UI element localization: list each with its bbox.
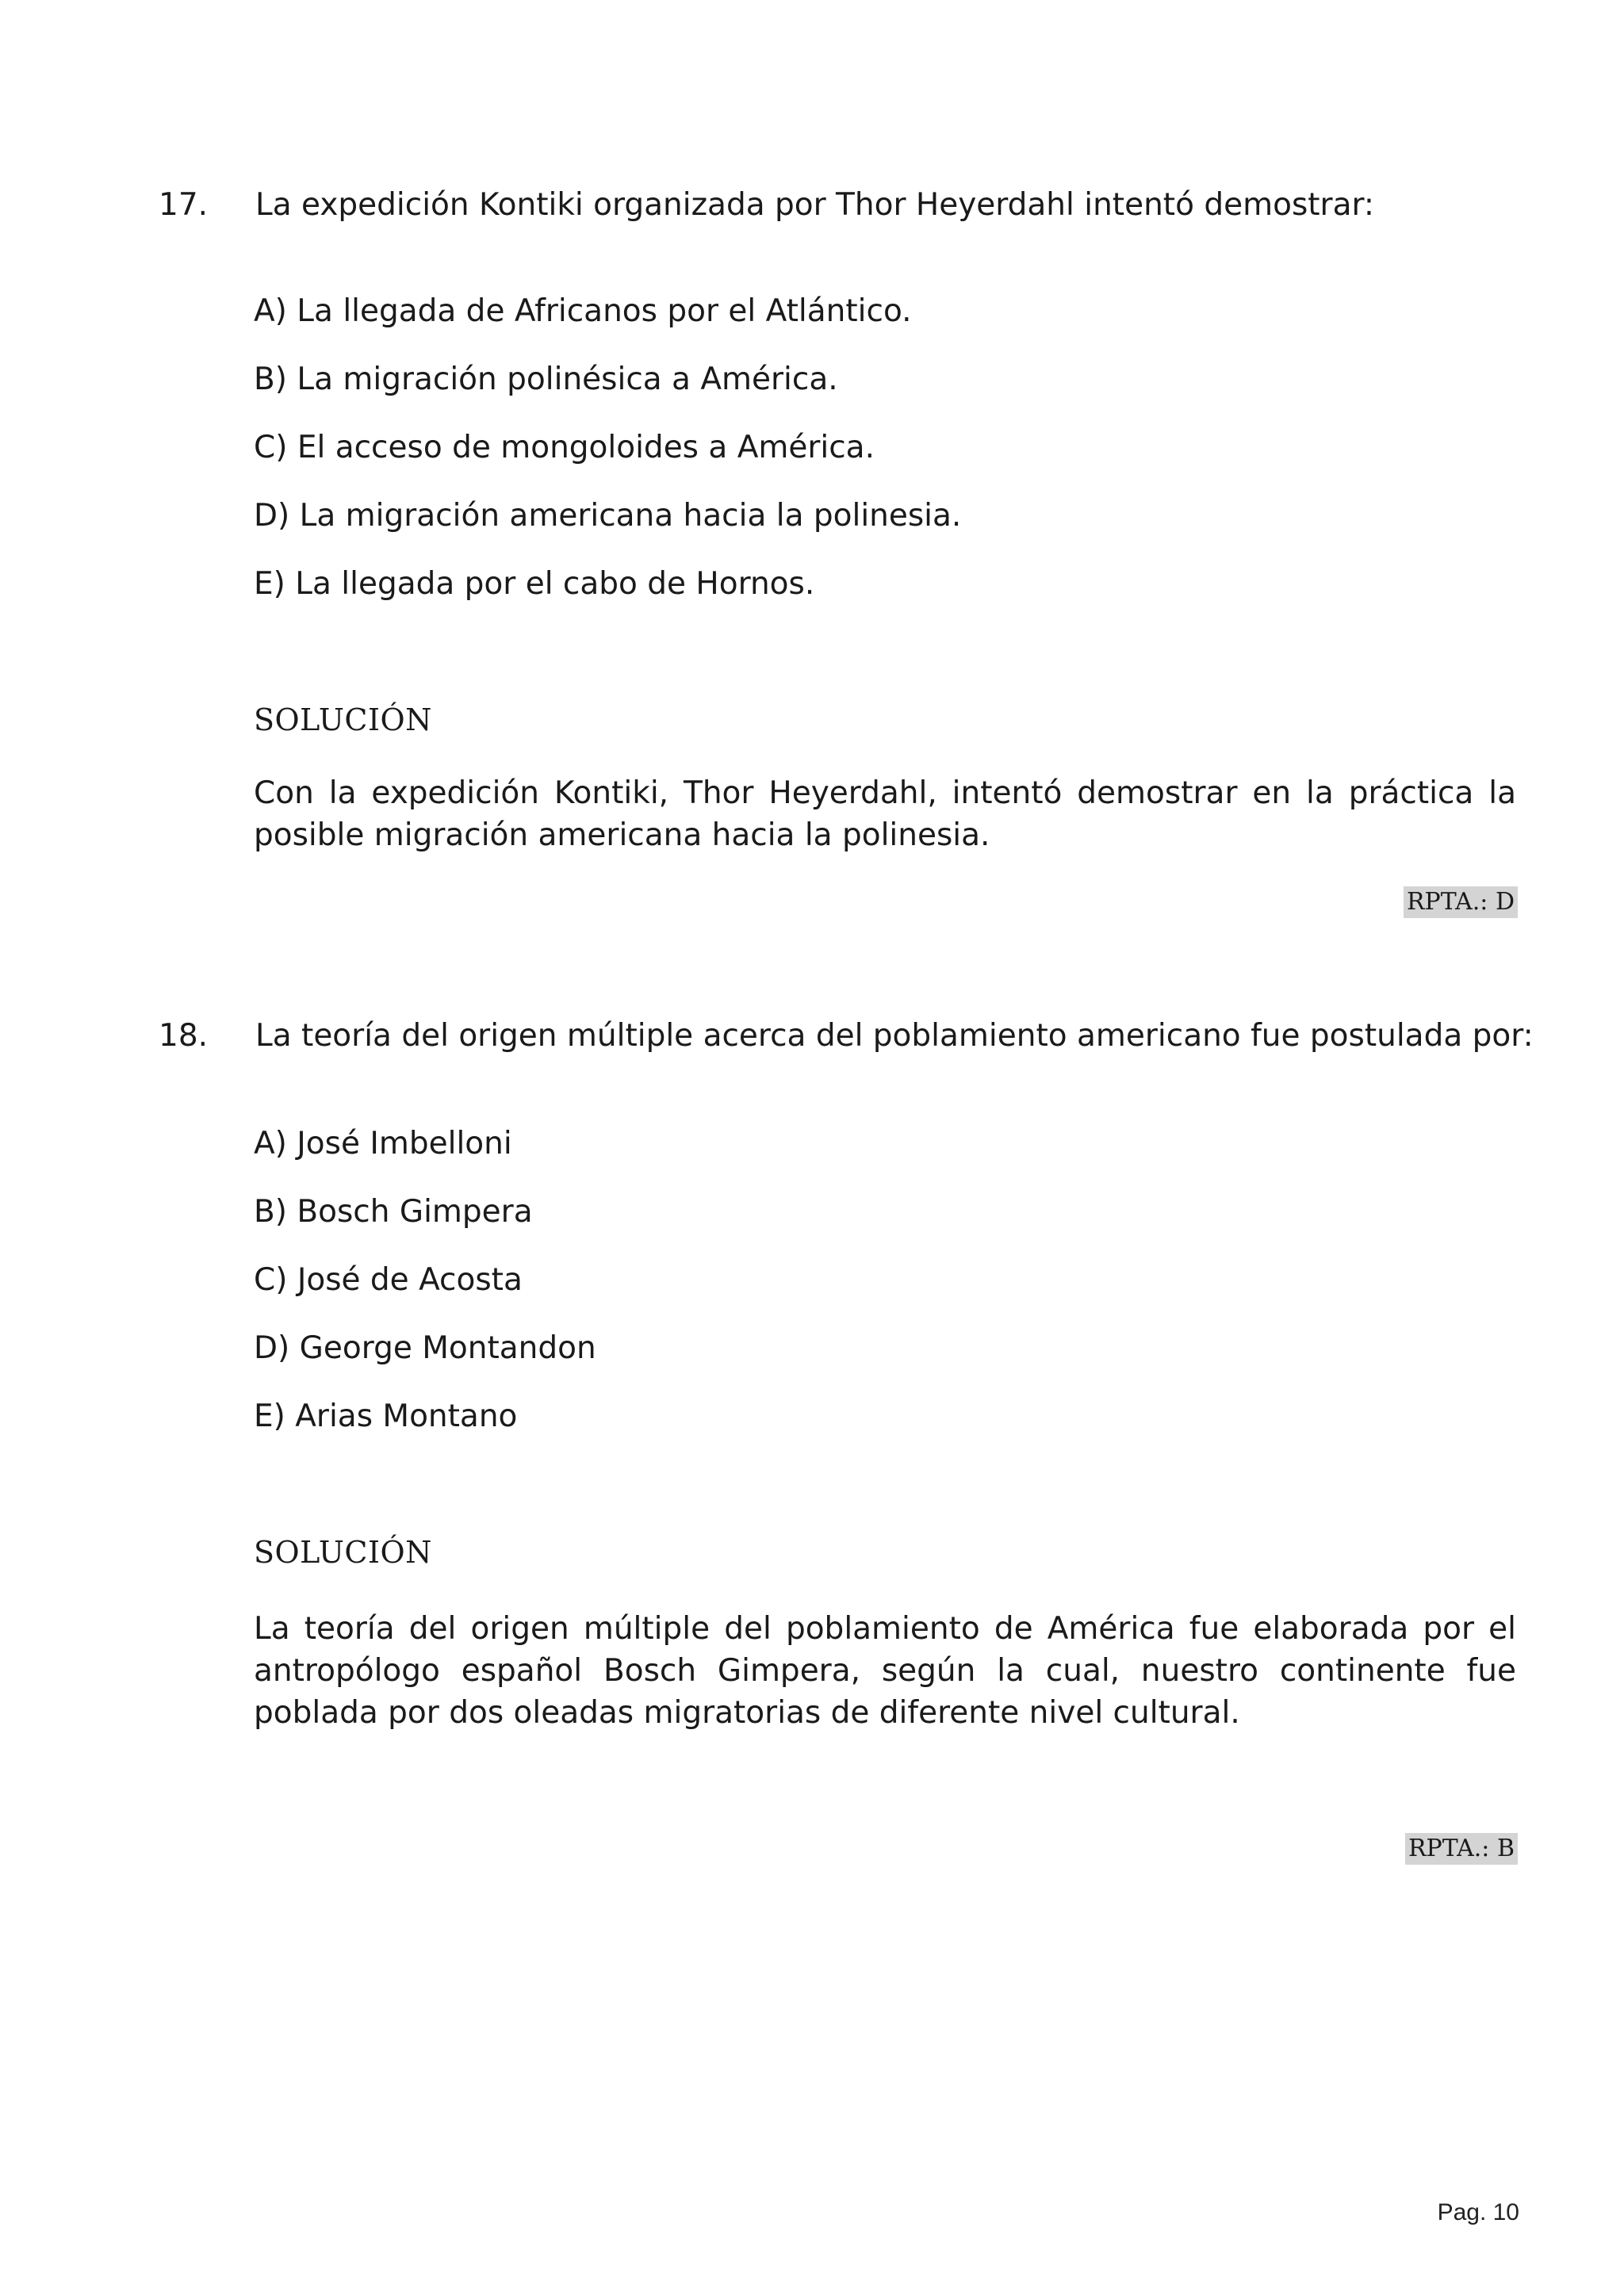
option-a: A) José Imbelloni xyxy=(254,1126,512,1161)
solution-heading: SOLUCIÓN xyxy=(254,1535,432,1570)
question-number: 18. xyxy=(159,1018,209,1054)
option-c: C) José de Acosta xyxy=(254,1262,523,1298)
question-number: 17. xyxy=(159,187,209,223)
page-number: Pag. 10 xyxy=(1437,2199,1519,2225)
question-text: La teoría del origen múltiple acerca del poblamiento americano fue postulada por: xyxy=(255,1018,1534,1054)
solution-heading: SOLUCIÓN xyxy=(254,702,432,737)
option-e: E) La llegada por el cabo de Hornos. xyxy=(254,566,815,602)
options-list-18 xyxy=(254,1124,596,1465)
option-a: A) La llegada de Africanos por el Atlántico. xyxy=(254,293,912,329)
solution-text: Con la expedición Kontiki, Thor Heyerdahl, intentó demostrar en la práctica la posible migración americana hacia la polinesia. xyxy=(254,775,1516,853)
options-list-17 xyxy=(254,292,961,633)
answer-badge: RPTA.: B xyxy=(1405,1833,1518,1865)
option-b: B) La migración polinésica a América. xyxy=(254,362,838,397)
option-b: B) Bosch Gimpera xyxy=(254,1194,533,1230)
option-e: E) Arias Montano xyxy=(254,1399,518,1434)
option-c: C) El acceso de mongoloides a América. xyxy=(254,430,875,465)
answer-badge: RPTA.: D xyxy=(1404,886,1518,918)
solution-text: La teoría del origen múltiple del poblamiento de América fue elaborada por el antropólogo español Bosch Gimpera, según la cual, nuestro continente fue poblada por dos oleadas migratorias de diferente nivel cultural. xyxy=(254,1611,1516,1731)
question-text: La expedición Kontiki organizada por Thor Heyerdahl intentó demostrar: xyxy=(255,187,1374,223)
option-d: D) George Montandon xyxy=(254,1330,596,1366)
option-d: D) La migración americana hacia la polinesia. xyxy=(254,498,962,534)
